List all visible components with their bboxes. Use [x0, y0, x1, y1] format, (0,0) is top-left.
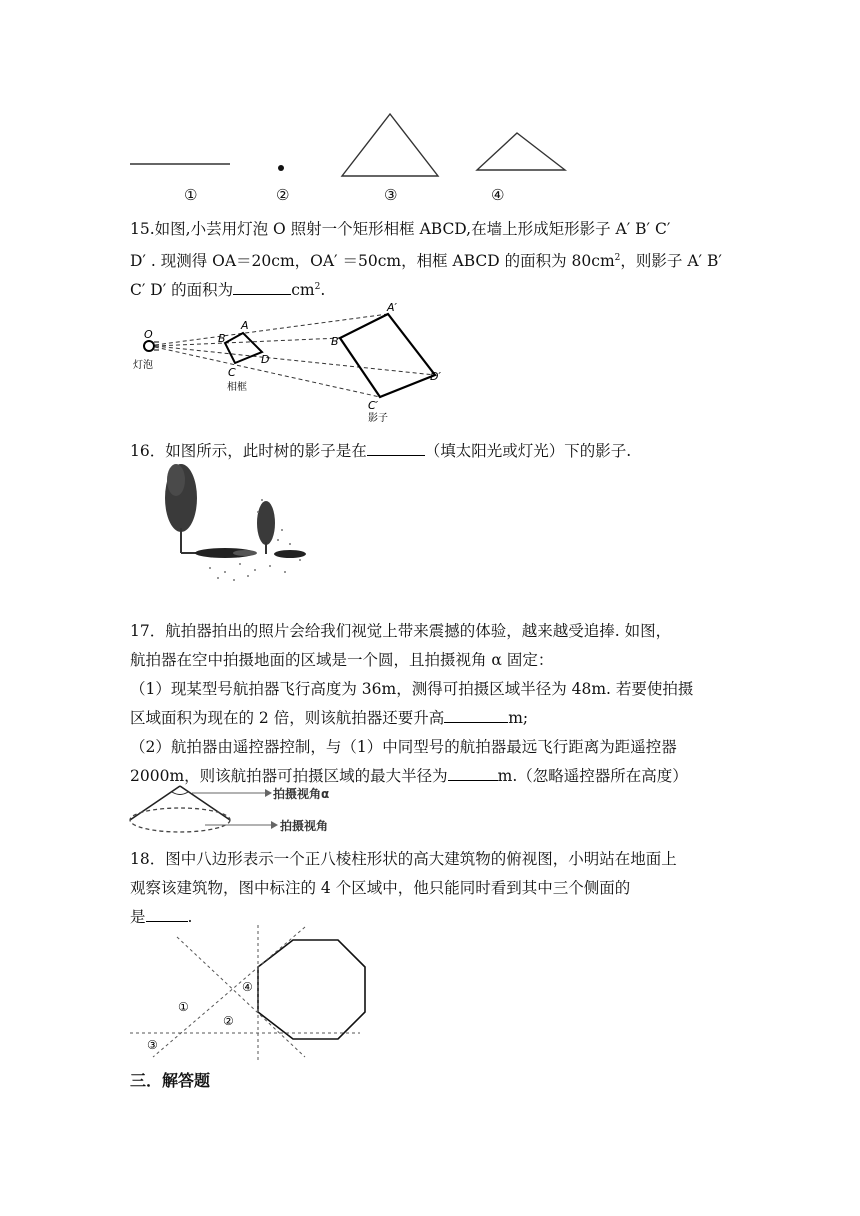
point-shape [278, 165, 284, 171]
q17-line5: （2）航拍器由遥控器控制，与（1）中同型号的航拍器最远飞行距离为距遥控器 [130, 738, 677, 756]
equilateral-triangle-shape [342, 114, 438, 176]
q15-line1: 15.如图,小芸用灯泡 O 照射一个矩形相框 ABCD,在墙上形成矩形影子 A′ B′ C′ [130, 220, 671, 238]
q15-line2: D′ . 现测得 OA＝20cm，OA′ ＝50cm，相框 ABCD 的面积为 $80cm^2$，则影子 A′ B′ [130, 252, 722, 271]
point-d-label: D [261, 353, 270, 366]
q15-line3: C′ D′ 的面积为 $cm^2$. [130, 272, 730, 305]
bulb-label: 灯泡 [133, 360, 153, 371]
shadow-abcd [340, 314, 435, 397]
region-3-label: ③ [147, 1038, 158, 1052]
q16-text: 16．如图所示，此时树的影子是在 （填太阳光或灯光）下的影子. [130, 436, 730, 466]
q17-line1: 17．航拍器拍出的照片会给我们视觉上带来震撼的体验，越来越受追捧. 如图， [130, 622, 672, 640]
point-a2-label: A′ [387, 301, 398, 314]
octagon-building [258, 940, 365, 1039]
shape-label-1: ① [184, 186, 198, 204]
section-title: 三．解答题 [130, 1071, 211, 1090]
shape-label-2: ② [276, 186, 290, 204]
point-a-label: A [241, 319, 249, 332]
q17-cone-figure [125, 780, 365, 840]
q17-line4: 区域面积为现在的 2 倍，则该航拍器还要升高 m; [130, 703, 730, 733]
q15-figure [125, 300, 465, 425]
q18-line1: 18．图中八边形表示一个正八棱柱形状的高大建筑物的俯视图，小明站在地面上 [130, 850, 677, 868]
obtuse-triangle-shape [477, 133, 565, 170]
point-b2-label: B′ [331, 335, 342, 348]
region-2-label: ② [223, 1014, 234, 1028]
shape-label-4: ④ [491, 186, 505, 204]
q17-line3: （1）现某型号航拍器飞行高度为 36m，测得可拍摄区域半径为 48m. 若要使拍摄 [130, 680, 694, 698]
shape-label-3: ③ [384, 186, 398, 204]
frame-abcd [225, 333, 262, 363]
point-b-label: B [218, 332, 226, 345]
q17-line6: 2000m，则该航拍器可拍摄区域的最大半径为 m.（忽略遥控器所在高度） [130, 761, 730, 791]
q16-answer-blank[interactable] [367, 439, 425, 456]
q17-answer-blank-1[interactable] [444, 706, 508, 723]
q16-tree-figure [150, 460, 330, 585]
shadow-label: 影子 [368, 413, 388, 424]
q18-answer-blank[interactable] [146, 905, 188, 922]
point-d2-label: D′ [430, 370, 441, 383]
point-c2-label: C′ [368, 399, 379, 412]
region-4-label: ④ [242, 980, 253, 994]
q18-octagon-figure [125, 925, 375, 1060]
q15-answer-blank[interactable] [233, 278, 291, 295]
q18-line2: 观察该建筑物，图中标注的 4 个区域中，他只能同时看到其中三个侧面的 [130, 879, 631, 897]
point-o-label: O [144, 328, 153, 341]
q17-answer-blank-2[interactable] [448, 764, 498, 781]
shooting-area-label: 拍摄视角 [280, 819, 329, 833]
point-c-label: C [228, 366, 236, 379]
q17-line2: 航拍器在空中拍摄地面的区域是一个圆，且拍摄视角 α 固定： [130, 651, 554, 669]
region-1-label: ① [178, 1000, 189, 1014]
bulb-icon [144, 341, 154, 351]
frame-label: 相框 [227, 382, 247, 393]
q18-line3: 是 . [130, 902, 730, 932]
shooting-angle-label: 拍摄视角α [273, 787, 330, 801]
